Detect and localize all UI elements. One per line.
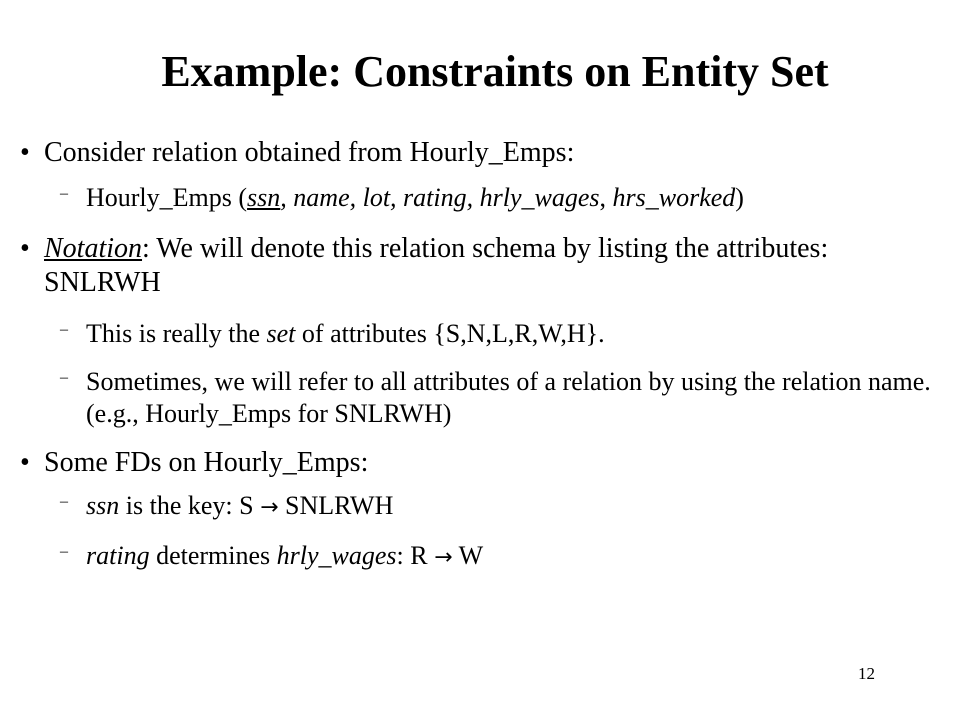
sub-text: Sometimes, we will refer to all attributes of a relation by using the relation name. (e.g., Hourly_Emps for SNLRWH) <box>86 367 931 428</box>
bullet-item <box>20 446 369 480</box>
page-number: 12 <box>858 664 875 683</box>
sub-text: ssn is the key: S → SNLRWH <box>86 491 394 520</box>
dash-icon: – <box>60 543 68 560</box>
dash-icon: – <box>60 493 68 510</box>
bullet-icon: • <box>20 233 30 264</box>
dash-icon: – <box>60 185 68 202</box>
dash-icon: – <box>60 369 68 386</box>
bullet-item <box>20 232 829 298</box>
bullet-icon: • <box>20 447 30 478</box>
bullet-text: Consider relation obtained from Hourly_Emps: <box>44 137 575 168</box>
arrow-icon: → <box>260 495 279 520</box>
sub-text: This is really the set of attributes {S,N,L,R,W,H}. <box>86 319 605 348</box>
sub-text: rating determines hrly_wages: R → W <box>86 541 484 570</box>
bullet-text: Notation: We will denote this relation schema by listing the attributes: SNLRWH <box>44 233 829 298</box>
arrow-icon: → <box>434 545 453 570</box>
slide-title: Example: Constraints on Entity Set <box>161 47 829 96</box>
dash-icon: – <box>60 321 68 338</box>
sub-text: Hourly_Emps (ssn, name, lot, rating, hrly_wages, hrs_worked) <box>86 183 744 212</box>
bullet-text: Some FDs on Hourly_Emps: <box>44 447 369 478</box>
bullet-icon: • <box>20 137 30 168</box>
bullet-item <box>20 136 575 170</box>
